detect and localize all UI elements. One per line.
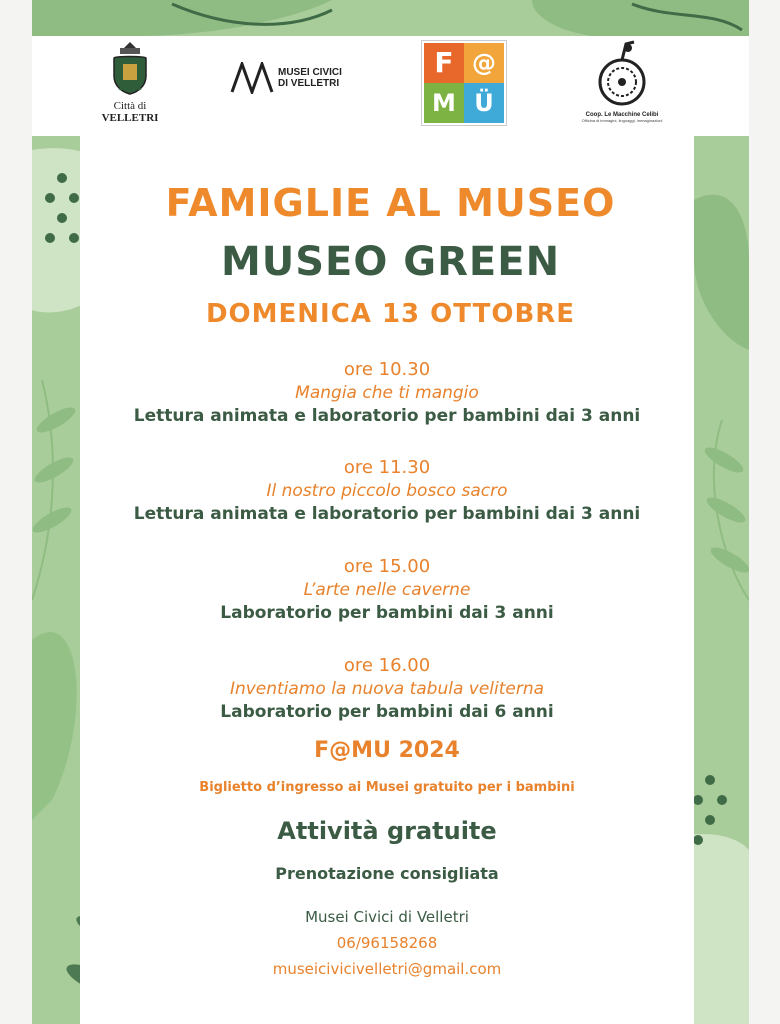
city-logo <box>90 40 170 124</box>
organizer: Musei Civici di Velletri <box>305 908 469 926</box>
event-time: ore 11.30 <box>343 457 431 478</box>
event-time: ore 15.00 <box>343 556 431 577</box>
famu-tile-f: F <box>424 43 464 83</box>
city-crest-icon <box>110 40 150 96</box>
event-description: Lettura animata e laboratorio per bambini dai 3 anni <box>133 406 641 426</box>
event-description: Lettura animata e laboratorio per bambini dai 3 anni <box>133 504 641 524</box>
event-description: Laboratorio per bambini dai 6 anni <box>220 702 554 722</box>
event-time: ore 10.30 <box>343 359 431 380</box>
booking-note: Prenotazione consigliata <box>275 864 499 883</box>
email-address: museicivicivelletri@gmail.com <box>272 960 502 978</box>
event-item <box>80 654 694 724</box>
famu-tile-u: Ü <box>464 83 504 123</box>
event-description: Laboratorio per bambini dai 3 anni <box>220 603 554 623</box>
city-logo-line2: VELLETRI <box>101 112 159 124</box>
event-name: Inventiamo la nuova tabula veliterna <box>229 679 545 699</box>
event-item <box>80 456 694 526</box>
phone-number: 06/96158268 <box>336 934 438 952</box>
headline-famiglie: FAMIGLIE AL MUSEO <box>165 181 616 225</box>
event-time: ore 16.00 <box>343 655 431 676</box>
famu-tile-m: M <box>424 83 464 123</box>
musei-logo <box>230 62 360 94</box>
musei-mark-icon <box>230 62 274 94</box>
coop-bicycle-icon <box>594 38 650 108</box>
ticket-note: Biglietto d’ingresso ai Musei gratuito per i bambini <box>199 780 575 795</box>
headline-museo-green: MUSEO GREEN <box>220 239 561 285</box>
event-name: L’arte nelle caverne <box>303 580 471 600</box>
poster <box>32 0 749 1024</box>
event-item <box>80 555 694 625</box>
musei-logo-line1: MUSEI CIVICI <box>278 67 342 78</box>
headline-date: DOMENICA 13 OTTOBRE <box>205 299 576 329</box>
famu-logo <box>421 40 507 126</box>
coop-logo-name: Coop. Le Macchine Celibi <box>585 112 659 118</box>
event-item <box>80 358 694 428</box>
coop-logo <box>572 38 672 123</box>
edition-label: F@MU 2024 <box>314 738 460 763</box>
musei-logo-line2: DI VELLETRI <box>278 78 340 89</box>
event-name: Mangia che ti mangio <box>295 383 479 403</box>
event-name: Il nostro piccolo bosco sacro <box>266 481 508 501</box>
free-activities: Attività gratuite <box>277 817 497 845</box>
famu-tile-at: @ <box>464 43 504 83</box>
coop-logo-sub: Officina di immagini, linguaggi, immaginazioni <box>581 118 663 123</box>
city-logo-line1: Città di <box>113 100 147 112</box>
